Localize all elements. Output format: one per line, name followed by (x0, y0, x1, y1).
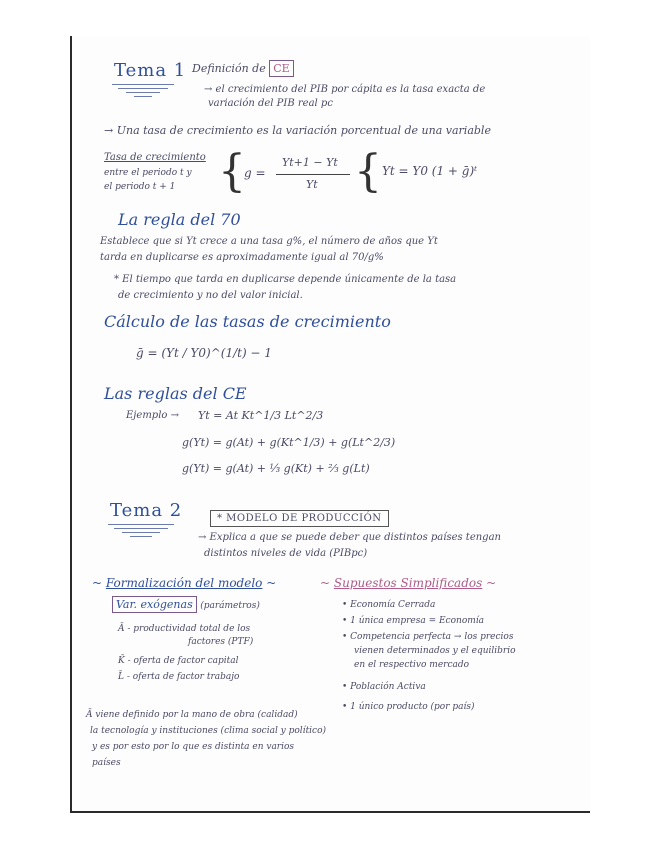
modelo-box: * MODELO DE PRODUCCIÓN (210, 510, 389, 527)
ejemplo-equation: Yt = At Kt^1/3 Lt^2/3 (198, 409, 324, 422)
calculo-title: Cálculo de las tasas de crecimiento (104, 312, 391, 331)
supuesto-item: vienen determinados y el equilibrio (354, 646, 516, 656)
supuesto-item: • 1 único producto (por país) (342, 702, 475, 712)
regla70-note: * El tiempo que tarda en duplicarse depende únicamente de la tasa (114, 274, 457, 285)
l-line: L̄ - oferta de factor trabajo (118, 672, 240, 682)
def-label: Definición de CE (192, 62, 294, 75)
title-underline (114, 528, 168, 529)
modelo-text: distintos niveles de vida (PIBpc) (204, 548, 368, 559)
title-underline (118, 88, 168, 89)
a-line: factores (PTF) (188, 637, 254, 647)
a-note: la tecnología y instituciones (clima social y político) (90, 726, 327, 736)
ejemplo-label: Ejemplo → (126, 410, 179, 421)
var-exogenas-row: Var. exógenas (parámetros) (112, 598, 260, 611)
supuesto-item: en el respectivo mercado (354, 660, 470, 670)
calculo-formula: ḡ = (Yt / Y0)^(1/t) − 1 (136, 346, 272, 360)
supuesto-item: • 1 única empresa = Economía (342, 616, 485, 626)
supuesto-item: • Competencia perfecta → los precios (342, 632, 514, 642)
a-note: Ā viene definido por la mano de obra (calidad) (86, 710, 298, 720)
a-line: Ā - productividad total de los (118, 624, 251, 634)
tasa-label: entre el periodo t y (104, 168, 192, 178)
formalizacion-title: ~ Formalización del modelo ~ (92, 576, 277, 590)
fraction-bar (276, 174, 350, 175)
formula-g-numerator: Yt+1 − Yt (282, 156, 338, 169)
title-underline (126, 92, 160, 93)
regla70-text: tarda en duplicarse es aproximadamente igual al 70/g% (100, 252, 384, 263)
a-note: y es por esto por lo que es distinta en varios (92, 742, 295, 752)
tasa-label: el periodo t + 1 (104, 182, 176, 192)
title-underline (130, 536, 152, 537)
formula-y: Yt = Y0 (1 + ḡ)ᵗ (382, 164, 478, 178)
tema1-title: Tema 1 (114, 60, 187, 81)
formula-g-denominator: Yt (306, 178, 318, 191)
reglas-title: Las reglas del CE (104, 384, 247, 403)
title-underline (134, 96, 152, 97)
left-brace: { (218, 146, 246, 197)
def-text: → el crecimiento del PIB por cápita es la tasa exacta de (204, 84, 486, 95)
title-underline (122, 532, 160, 533)
formula-g-lhs: g = (244, 166, 266, 180)
title-underline (108, 524, 174, 525)
ejemplo-equation: g(Yt) = g(At) + ⅓ g(Kt) + ⅔ g(Lt) (182, 462, 370, 475)
right-brace: { (354, 146, 382, 197)
supuesto-item: • Economía Cerrada (342, 600, 436, 610)
ejemplo-equation: g(Yt) = g(At) + g(Kt^1/3) + g(Lt^2/3) (182, 436, 396, 449)
tema2-title: Tema 2 (110, 500, 183, 521)
a-note: países (92, 758, 121, 768)
def-term: CE (269, 60, 293, 77)
regla70-text: Establece que si Yt crece a una tasa g%, el número de años que Yt (100, 236, 438, 247)
modelo-text: → Explica a que se puede deber que distintos países tengan (198, 532, 501, 543)
title-underline (112, 84, 174, 85)
var-exogenas-box: Var. exógenas (112, 596, 197, 613)
supuesto-item: • Población Activa (342, 682, 426, 692)
k-line: K̄ - oferta de factor capital (118, 656, 239, 666)
regla70-note: de crecimiento y no del valor inicial. (118, 290, 303, 301)
def-text: variación del PIB real pc (208, 98, 333, 109)
regla70-title: La regla del 70 (118, 210, 241, 229)
tasa-sentence: → Una tasa de crecimiento es la variación porcentual de una variable (104, 124, 491, 137)
supuestos-title: ~ Supuestos Simplificados ~ (320, 576, 497, 590)
tasa-label: Tasa de crecimiento (104, 152, 206, 163)
